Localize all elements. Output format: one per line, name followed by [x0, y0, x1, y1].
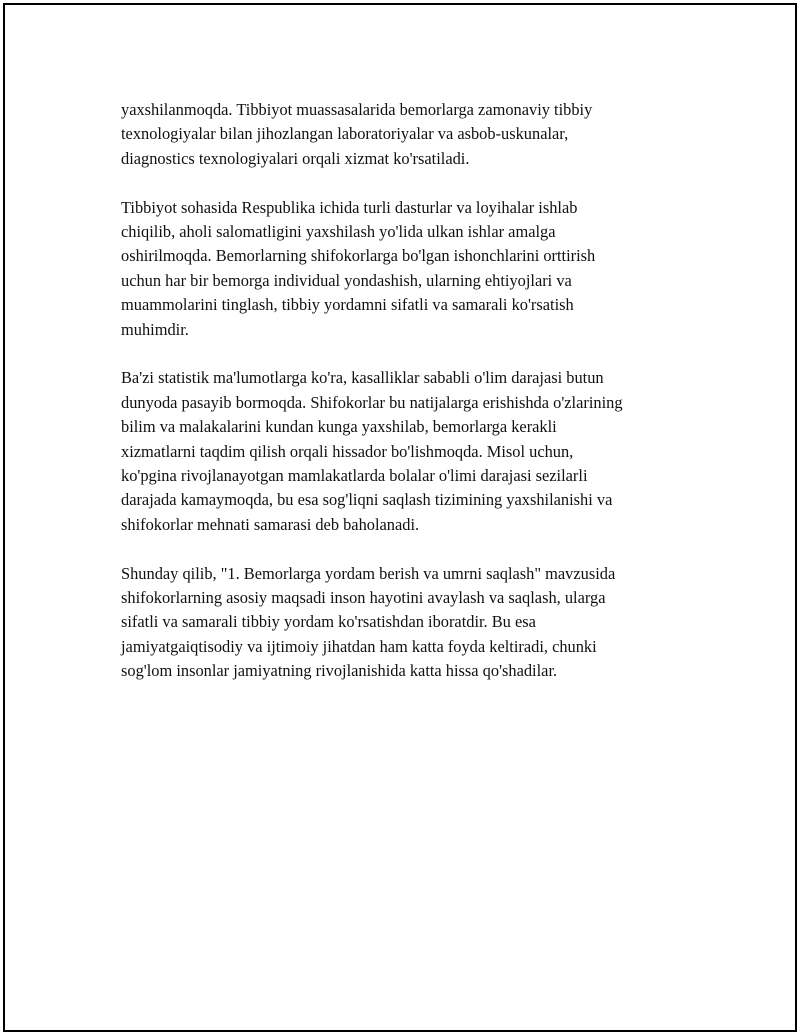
document-body [121, 98, 691, 708]
paragraph-2: Tibbiyot sohasida Respublika ichida turli dasturlar va loyihalar ishlab chiqilib, aholi salomatligini yaxshilash yo'lida ulkan ishlar amalga oshirilmoqda. Bemorlarning shifokorlarga bo'lgan ishonchlarini orttirish uchun har bir bemorga individual yondashish, ularning ehtiyojlari va muammolarini tinglash, tibbiy yordamni sifatli va samarali ko'rsatish muhimdir. [121, 197, 596, 339]
paragraph-4: Shunday qilib, "1. Bemorlarga yordam berish va umrni saqlash" mavzusida shifokorlarning asosiy maqsadi inson hayotini avaylash va saqlash, ularga sifatli va samarali tibbiy yordam ko'rsatishdan iboratdir. Bu esa jamiyatgaiqtisodiy va ijtimoiy jihatdan ham katta foyda keltiradi, chunki sog'lom insonlar jamiyatning rivojlanishida katta hissa qo'shadilar. [121, 563, 616, 681]
page-border [3, 3, 797, 1032]
paragraph-3: Ba'zi statistik ma'lumotlarga ko'ra, kasalliklar sababli o'lim darajasi butun dunyoda pasayib bormoqda. Shifokorlar bu natijalarga erishishda o'zlarining bilim va malakalarini kundan kunga yaxshilab, bemorlarga kerakli xizmatlarni taqdim qilish orqali hissador bo'lishmoqda. Misol uchun, ko'pgina rivojlanayotgan mamlakatlarda bolalar o'limi darajasi sezilarli darajada kamaymoqda, bu esa sog'liqni saqlash tizimining yaxshilanishi va shifokorlar mehnati samarasi deb baholanadi. [121, 368, 623, 534]
paragraph-1: yaxshilanmoqda. Tibbiyot muassasalarida bemorlarga zamonaviy tibbiy texnologiyalar bilan jihozlangan laboratoriyalar va asbob-uskunalar, diagnostics texnologiyalari orqali xizmat ko'rsatiladi. [121, 100, 593, 168]
